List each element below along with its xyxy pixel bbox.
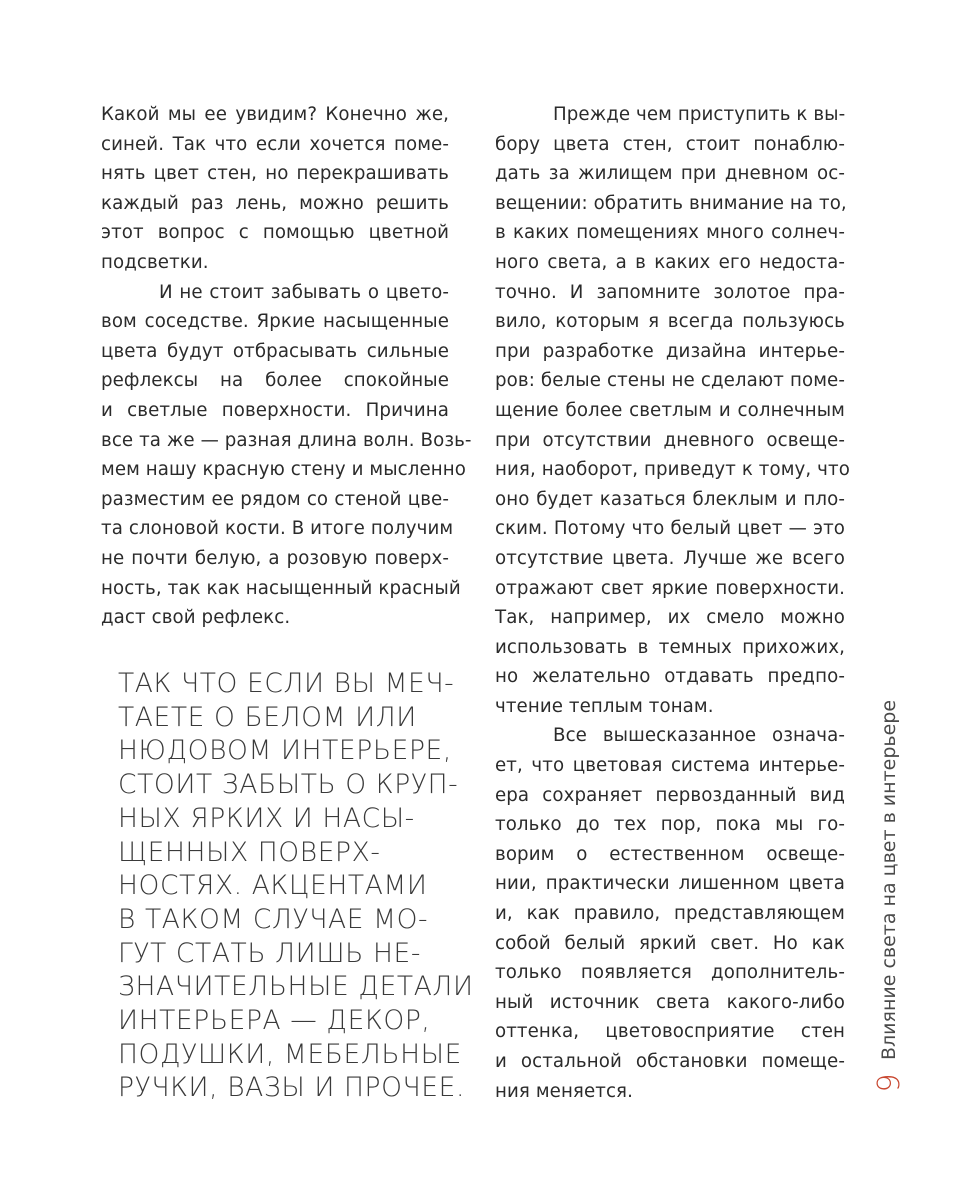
right-line: ния, наоборот, приведут к тому, что: [495, 459, 850, 481]
left-column: [101, 100, 472, 633]
quote-line: НОСТЯХ. АКЦЕНТАМИ: [118, 870, 428, 902]
right-line: ров: белые стены не сделают поме-: [495, 370, 845, 392]
right-line: ера сохраняет первозданный вид: [495, 784, 845, 806]
left-line: нять цвет стен, но перекрашивать: [101, 163, 449, 185]
right-line: при отсутствии дневного освеще-: [495, 429, 845, 451]
left-line: синей. Так что если хочется поме-: [101, 133, 449, 155]
right-line: точно. И запомните золотое пра-: [495, 281, 845, 303]
right-line: щение более светлым и солнечным: [495, 399, 845, 421]
right-line: вило, которым я всегда пользуюсь: [495, 311, 845, 333]
right-line: Так, например, их смело можно: [495, 607, 845, 629]
right-line: только до тех пор, пока мы го-: [495, 814, 845, 836]
right-line: Прежде чем приступить к вы-: [553, 104, 846, 125]
quote-line: ГУТ СТАТЬ ЛИШЬ НЕ-: [118, 937, 421, 969]
right-line: ворим о естественном освеще-: [495, 843, 845, 865]
left-line: этот вопрос с помощью цветной: [101, 222, 449, 244]
right-line: только появляется дополнитель-: [495, 962, 845, 984]
right-line: использовать в темных прихожих,: [495, 636, 845, 658]
quote-line: В ТАКОМ СЛУЧАЕ МО-: [118, 903, 429, 935]
right-line: ет, что цветовая система интерье-: [495, 755, 845, 777]
left-line: та слоновой кости. В итоге получим: [101, 518, 454, 540]
left-line: И не стоит забывать о цвето-: [159, 281, 449, 303]
left-line: ность, так как насыщенный красный: [101, 577, 461, 599]
right-line: бору цвета стен, стоит понаблю-: [495, 133, 845, 155]
page-number: 9: [872, 1073, 907, 1093]
right-line: ный источник света какого-либо: [495, 991, 845, 1013]
right-line: и, как правило, представляющем: [495, 903, 845, 925]
quote-line: ЗНАЧИТЕЛЬНЫЕ ДЕТАЛИ: [118, 971, 474, 1003]
left-line: и светлые поверхности. Причина: [101, 399, 449, 421]
left-line: Какой мы ее увидим? Конечно же,: [101, 104, 449, 125]
left-line: каждый раз лень, можно решить: [101, 192, 449, 214]
right-line: Все вышесказанное означа-: [553, 725, 845, 747]
chapter-title: Влияние света на цвет в интерьере: [878, 699, 900, 1060]
left-line: вом соседстве. Яркие насыщенные: [101, 311, 449, 333]
right-line: оттенка, цветовосприятие стен: [495, 1021, 845, 1043]
right-line: ного света, а в каких его недоста-: [495, 251, 845, 273]
quote-line: ПОДУШКИ, МЕБЕЛЬНЫЕ: [118, 1038, 463, 1070]
right-line: ским. Потому что белый цвет — это: [495, 518, 845, 540]
right-line: дать за жилищем при дневном ос-: [495, 163, 845, 185]
left-line: разместим ее рядом со стеной цве-: [101, 488, 449, 510]
right-line: отражают свет яркие поверхности.: [495, 577, 845, 599]
quote-line: ИНТЕРЬЕРА — ДЕКОР,: [118, 1005, 431, 1037]
left-line: мем нашу красную стену и мысленно: [101, 459, 466, 481]
pull-quote: [118, 667, 474, 1105]
quote-line: ТАЕТЕ О БЕЛОМ ИЛИ: [118, 701, 417, 733]
right-line: и остальной обстановки помеще-: [495, 1051, 845, 1072]
left-line: все та же — разная длина волн. Возь-: [101, 429, 472, 451]
left-line: даст свой рефлекс.: [101, 607, 291, 629]
left-line: подсветки.: [101, 251, 209, 273]
right-line: оно будет казаться блеклым и пло-: [495, 488, 845, 510]
right-line: вещении: обратить внимание на то,: [495, 192, 847, 214]
right-line: в каких помещениях много солнеч-: [495, 222, 845, 244]
quote-line: ТАК ЧТО ЕСЛИ ВЫ МЕЧ-: [118, 668, 455, 699]
running-footer: [866, 690, 916, 1110]
right-line: отсутствие цвета. Лучше же всего: [495, 547, 845, 569]
right-line: ния меняется.: [495, 1080, 633, 1102]
right-line: чтение теплым тонам.: [495, 695, 714, 717]
left-line: не почти белую, а розовую поверх-: [101, 547, 449, 569]
left-line: рефлексы на более спокойные: [101, 370, 449, 392]
right-line: но желательно отдавать предпо-: [495, 666, 845, 688]
right-column: [495, 100, 850, 1106]
left-line: цвета будут отбрасывать сильные: [101, 340, 449, 362]
quote-line: ЩЕННЫХ ПОВЕРХ-: [118, 836, 381, 868]
right-line: собой белый яркий свет. Но как: [495, 932, 845, 954]
quote-line: СТОИТ ЗАБЫТЬ О КРУП-: [118, 769, 459, 801]
right-line: при разработке дизайна интерье-: [495, 340, 845, 362]
quote-line: РУЧКИ, ВАЗЫ И ПРОЧЕЕ.: [118, 1072, 466, 1104]
quote-line: НЫХ ЯРКИХ И НАСЫ-: [118, 802, 415, 834]
quote-line: НЮДОВОМ ИНТЕРЬЕРЕ,: [118, 735, 452, 767]
right-line: нии, практически лишенном цвета: [495, 873, 845, 895]
